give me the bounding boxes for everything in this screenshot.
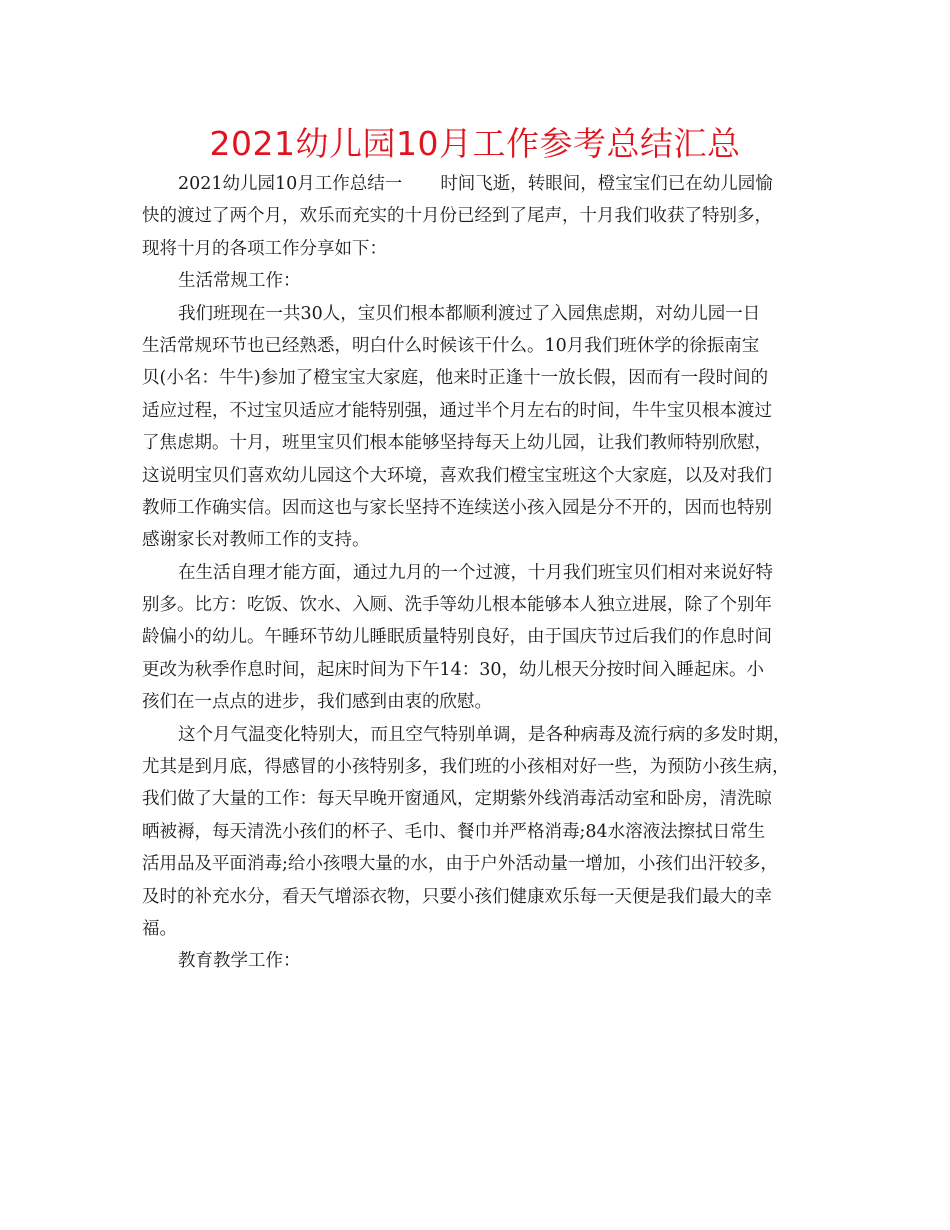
paragraph-line: 活用品及平面消毒;给小孩喂大量的水，由于户外活动量一增加，小孩们出汗较多，: [142, 854, 778, 875]
paragraph-line-text: 时间飞逝，转眼间，橙宝宝们已在幼儿园愉: [440, 174, 773, 194]
paragraph-line: 福。: [142, 918, 177, 939]
paragraph-intro: [142, 168, 822, 265]
paragraph-line: 现将十月的各项工作分享如下：: [142, 238, 387, 259]
paragraph-line: 快的渡过了两个月，欢乐而充实的十月份已经到了尾声，十月我们收获了特别多，: [142, 206, 772, 227]
paragraph-class-status: [142, 298, 822, 557]
section-heading-text: 教育教学工作：: [178, 951, 301, 972]
paragraph-line: 晒被褥，每天清洗小孩们的杯子、毛巾、餐巾并严格消毒;84水溶液法擦拭日常生: [142, 821, 766, 842]
paragraph-line: 更改为秋季作息时间，起床时间为下午14：30，幼儿根天分按时间入睡起床。小: [142, 659, 765, 680]
document-body: [142, 168, 822, 978]
paragraph-line: 尤其是到月底，得感冒的小孩特别多，我们班的小孩相对好一些，为预防小孩生病，: [142, 757, 790, 778]
section-heading-daily-routine: [142, 265, 822, 297]
paragraph-line: 教师工作确实信。因而这也与家长坚持不连续送小孩入园是分不开的，因而也特别: [142, 497, 772, 518]
document-title: 2021幼儿园10月工作参考总结汇总: [209, 124, 741, 163]
paragraph-line: 龄偏小的幼儿。午睡环节幼儿睡眠质量特别良好，由于国庆节过后我们的作息时间: [142, 627, 772, 648]
paragraph-line: 这说明宝贝们喜欢幼儿园这个大环境，喜欢我们橙宝宝班这个大家庭，以及对我们: [142, 465, 772, 486]
paragraph-health: [142, 719, 822, 946]
paragraph-line: 在生活自理才能方面，通过九月的一个过渡，十月我们班宝贝们相对来说好特: [178, 562, 773, 583]
paragraph-line: 别多。比方：吃饭、饮水、入厕、洗手等幼儿根本能够本人独立进展，除了个别年: [142, 595, 772, 616]
paragraph-line: 这个月气温变化特别大，而且空气特别单调，是各种病毒及流行病的多发时期，: [178, 724, 791, 745]
paragraph-line: 及时的补充水分，看天气增添衣物，只要小孩们健康欢乐每一天便是我们最大的幸: [142, 886, 772, 907]
paragraph-self-care: [142, 557, 822, 719]
paragraph-line: 生活常规环节也已经熟悉，明白什么时候该干什么。10月我们班休学的徐振南宝: [142, 335, 760, 356]
paragraph-line: 我们班现在一共30人，宝贝们根本都顺利渡过了入园焦虑期，对幼儿园一日: [178, 303, 761, 324]
paragraph-line: 了焦虑期。十月，班里宝贝们根本能够坚持每天上幼儿园，让我们教师特别欣慰，: [142, 433, 772, 454]
section-heading-teaching: [142, 945, 822, 977]
paragraph-line: 孩们在一点点的进步，我们感到由衷的欣慰。: [142, 692, 492, 713]
paragraph-heading-text: 2021幼儿园10月工作总结一: [178, 174, 403, 194]
paragraph-line: 感谢家长对教师工作的支持。: [142, 530, 370, 551]
paragraph-line: [142, 168, 822, 200]
paragraph-line: 贝(小名：牛牛)参加了橙宝宝大家庭，他来时正逢十一放长假，因而有一段时间的: [142, 368, 769, 389]
paragraph-line: 我们做了大量的工作：每天早晚开窗通风，定期紫外线消毒活动室和卧房，清洗晾: [142, 789, 772, 810]
paragraph-line: 适应过程，不过宝贝适应才能特别强，通过半个月左右的时间，牛牛宝贝根本渡过: [142, 400, 772, 421]
section-heading-text: 生活常规工作：: [178, 271, 301, 292]
